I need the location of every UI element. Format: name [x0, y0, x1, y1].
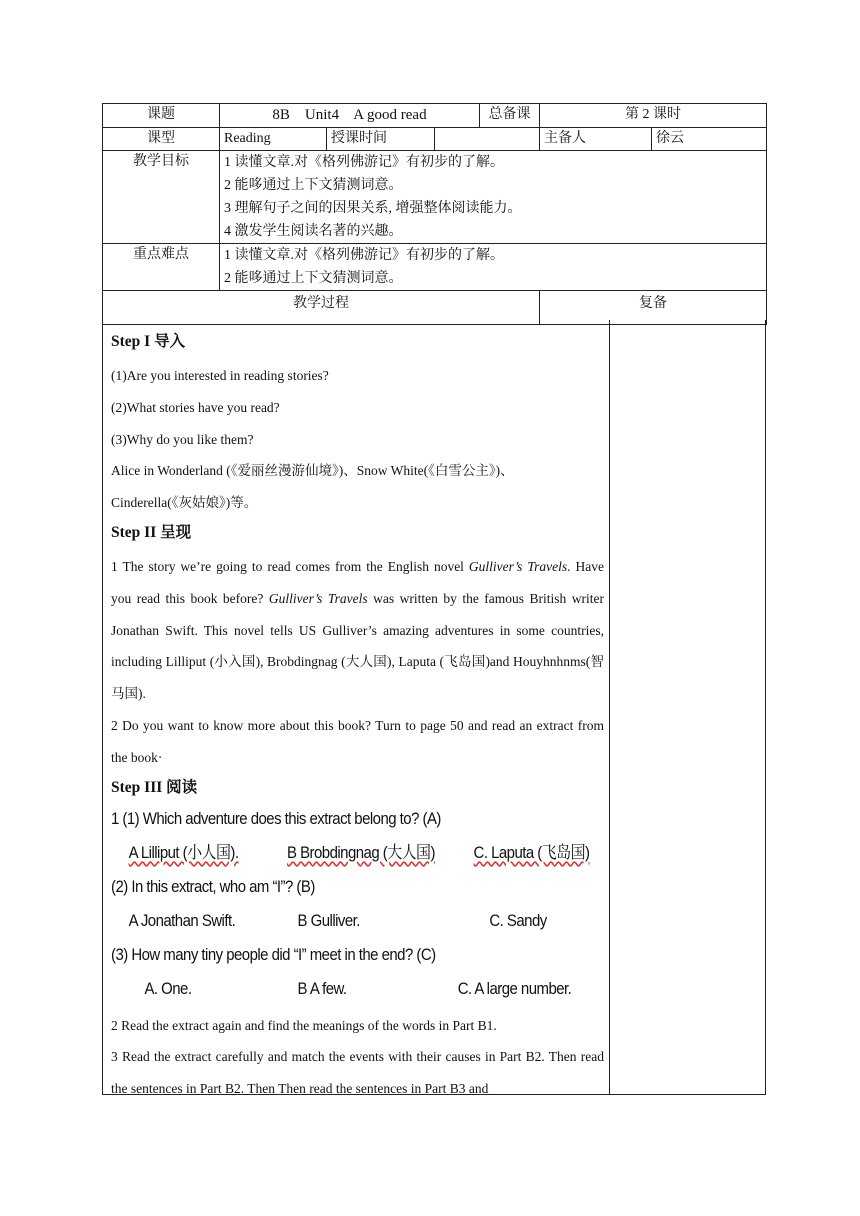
option-c: C. A large number.	[457, 978, 572, 998]
type-value: Reading	[220, 128, 327, 151]
review-label: 复备	[540, 291, 767, 325]
option-c: C. Laputa (飞岛国)	[473, 842, 590, 862]
process-section	[102, 320, 766, 1095]
step1-examples: Cinderella(《灰姑娘》)等。	[111, 495, 258, 511]
owner-value: 徐云	[652, 128, 767, 151]
focus-item: 2 能哆通过上下文猜测词意。	[224, 271, 403, 286]
step3-paragraph-2: 2 Read the extract again and find the meanings of the words in Part B1.	[111, 1017, 497, 1033]
step2-paragraph-1: 1 The story we’re going to read comes from the English novel Gulliver’s Travels. Have you read this book before? Gulliver’s Travels was written by the famous British writer Jonathan Swift. This novel tells US Gulliver’s amazing adventures in some countries, including Lilliput (小入国), Brobdingnag (大人国), Laputa (飞岛国)and Houyhnhnms(智马国).	[111, 558, 604, 702]
type-label: 课型	[103, 128, 220, 151]
option-a: A. One.	[144, 978, 192, 998]
exercise-options	[111, 904, 604, 938]
exercise-options	[111, 972, 604, 1006]
step1-title: Step I 导入	[111, 333, 186, 350]
exercise-question: (3) How many tiny people did “I” meet in the end? (C)	[111, 944, 436, 964]
period-value: 第 2 课时	[540, 104, 767, 128]
option-b: B Gulliver.	[297, 910, 360, 930]
exercise-question: 1 (1) Which adventure does this extract belong to? (A)	[111, 808, 441, 828]
time-value	[435, 128, 540, 151]
goal-item: 1 读懂文章.对《格列佛游记》有初步的了解。	[224, 155, 504, 170]
exercise-options	[111, 836, 604, 870]
exercise-question: (2) In this extract, who am “I”? (B)	[111, 876, 315, 896]
focus-list	[220, 244, 767, 291]
focus-item: 1 读懂文章.对《格列佛游记》有初步的了解。	[224, 248, 504, 263]
goals-list	[220, 151, 767, 244]
step2-title: Step II 呈现	[111, 523, 192, 541]
option-a: A Jonathan Swift.	[128, 910, 236, 930]
option-b: B A few.	[297, 978, 347, 998]
goals-label: 教学目标	[103, 151, 220, 244]
lesson-header-table	[102, 103, 767, 325]
process-label: 教学过程	[103, 291, 540, 325]
topic-value: 8B Unit4 A good read	[220, 104, 480, 128]
prep-label: 总备课	[480, 104, 540, 128]
option-c: C. Sandy	[489, 910, 547, 930]
owner-label: 主备人	[540, 128, 652, 151]
process-content	[103, 320, 610, 1097]
step1-examples: Alice in Wonderland (《爱丽丝漫游仙境》)、Snow White(《白雪公主》)、	[111, 463, 514, 479]
goal-item: 3 理解句子之间的因果关系, 增强整体阅读能力。	[224, 201, 522, 216]
topic-label: 课题	[103, 104, 220, 128]
step3-title: Step III 阅读	[111, 778, 198, 796]
step1-question: (2)What stories have you read?	[111, 399, 280, 415]
option-b: B Brobdingnag (大人国)	[287, 842, 435, 862]
option-a: A Lilliput (小人国).	[128, 842, 239, 862]
step1-question: (1)Are you interested in reading stories?	[111, 368, 329, 383]
time-label: 授课时间	[327, 128, 435, 151]
step3-paragraph-3: 3 Read the extract carefully and match the events with their causes in Part B2. Then read the sentences in Part B2. Then Then read the sentences in Part B3 and	[111, 1049, 604, 1097]
exercise-image	[111, 802, 604, 1006]
goal-item: 4 激发学生阅读名著的兴趣。	[224, 224, 403, 239]
step2-paragraph-2: 2 Do you want to know more about this book? Turn to page 50 and read an extract from the book·	[111, 717, 604, 765]
step1-question: (3)Why do you like them?	[111, 431, 254, 447]
goal-item: 2 能哆通过上下文猜测词意。	[224, 178, 403, 193]
focus-label: 重点难点	[103, 244, 220, 291]
